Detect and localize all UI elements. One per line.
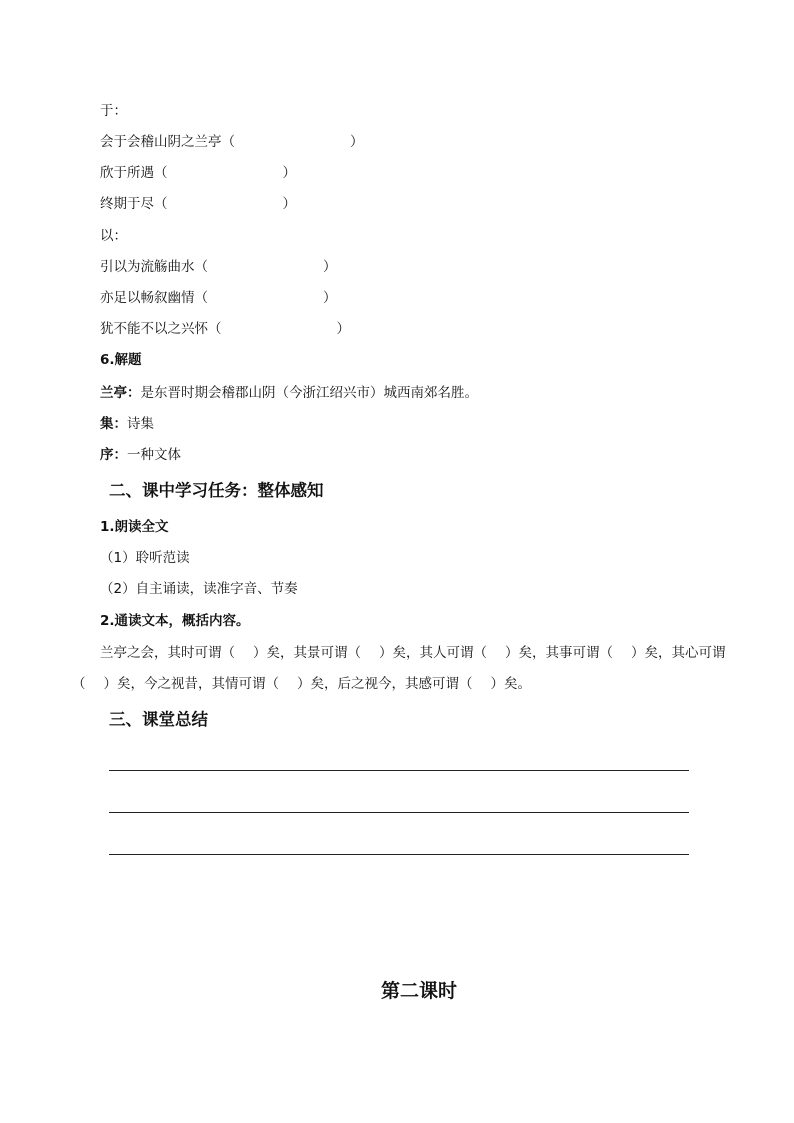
- yi-item-2-text: 亦足以畅叙幽情（: [100, 290, 208, 306]
- yi-item-1: [100, 258, 337, 276]
- jieti-heading: 6.解题: [100, 352, 142, 368]
- yi-item-3: [100, 320, 350, 338]
- q2-text: （: [72, 676, 86, 692]
- yi-heading: 以：: [100, 228, 127, 244]
- q2-fill-line-1: [100, 644, 726, 662]
- yu-item-2: [100, 164, 296, 182]
- yi-item-2: [100, 289, 337, 307]
- q2-text: ）矣，其事可谓（: [505, 645, 613, 661]
- jieti-desc: 诗集: [127, 416, 154, 432]
- section-2-title: 二、课中学习任务：整体感知: [109, 481, 324, 500]
- yi-item-3-close: ）: [336, 321, 350, 337]
- q1-heading: 1.朗读全文: [100, 519, 169, 535]
- q2-heading: 2.通读文本，概括内容。: [100, 613, 250, 629]
- jieti-desc: 是东晋时期会稽郡山阴（今浙江绍兴市）城西南郊名胜。: [140, 385, 478, 401]
- yu-item-3-close: ）: [282, 196, 296, 212]
- lesson-2-title: 第二课时: [380, 980, 457, 1002]
- yu-item-2-text: 欣于所遇（: [100, 165, 168, 181]
- q2-text: ）矣，其心可谓: [631, 645, 726, 661]
- yu-item-1-text: 会于会稽山阴之兰亭（: [100, 134, 235, 150]
- jieti-item-ji: [100, 415, 154, 433]
- q2-text: 兰亭之会，其时可谓（: [100, 645, 235, 661]
- jieti-term: 兰亭：: [100, 385, 141, 401]
- jieti-item-xu: [100, 446, 181, 464]
- q2-text: ）矣，今之视昔，其情可谓（: [103, 676, 279, 692]
- yi-item-2-close: ）: [323, 290, 337, 306]
- answer-line[interactable]: [109, 854, 689, 855]
- q1-item-2: （2）自主诵读，读准字音、节奏: [100, 581, 298, 597]
- q2-text: ）矣。: [490, 676, 531, 692]
- q2-text: ）矣，其人可谓（: [379, 645, 487, 661]
- yi-item-3-text: 犹不能不以之兴怀（: [100, 321, 222, 337]
- yu-item-2-close: ）: [282, 165, 296, 181]
- jieti-item-lanting: [100, 384, 478, 402]
- yu-item-3: [100, 195, 296, 213]
- jieti-term: 序：: [100, 447, 127, 463]
- q2-text: ）矣，后之视今，其感可谓（: [297, 676, 473, 692]
- section-3-title: 三、课堂总结: [109, 710, 208, 729]
- jieti-term: 集：: [100, 416, 127, 432]
- answer-line[interactable]: [109, 812, 689, 813]
- yu-heading: 于：: [100, 103, 127, 119]
- yi-item-1-text: 引以为流觞曲水（: [100, 259, 208, 275]
- q2-text: ）矣，其景可谓（: [253, 645, 361, 661]
- q1-item-1: （1）聆听范读: [100, 550, 190, 566]
- jieti-desc: 一种文体: [127, 447, 181, 463]
- yu-item-1: [100, 133, 364, 151]
- yi-item-1-close: ）: [323, 259, 337, 275]
- answer-line[interactable]: [109, 770, 689, 771]
- yu-item-3-text: 终期于尽（: [100, 196, 168, 212]
- yu-item-1-close: ）: [350, 134, 364, 150]
- q2-fill-line-2: [72, 675, 531, 693]
